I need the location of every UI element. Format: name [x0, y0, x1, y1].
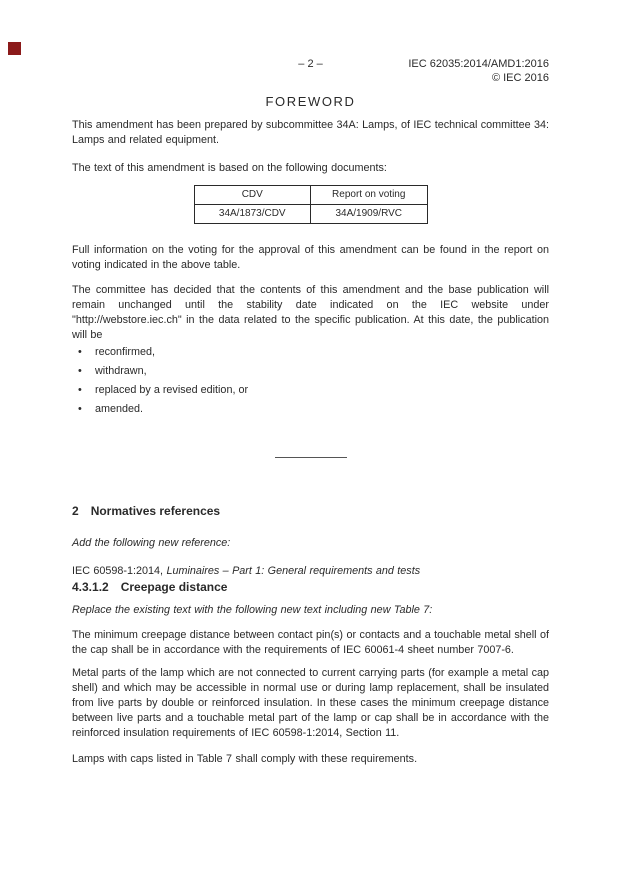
bullet-item-replaced: • replaced by a revised edition, or [72, 383, 549, 398]
para-based-on: The text of this amendment is based on the following documents: [72, 162, 387, 174]
heading-number: 2 [72, 504, 79, 518]
section-separator-rule [275, 457, 347, 458]
heading-title-creepage: Creepage distance [120, 580, 228, 594]
heading-creepage-distance [72, 579, 549, 595]
copyright-notice: © IEC 2016 [491, 72, 549, 84]
instruction-add-reference: Add the following new reference: [72, 537, 231, 549]
bullet-list [72, 345, 549, 417]
heading-number-creepage: 4.3.1.2 [72, 580, 109, 594]
bullet-item-withdrawn: • withdrawn, [72, 364, 549, 379]
para-full-info: Full information on the voting for the approval of this amendment can be found in the report on voting indicated in the above table. [72, 244, 549, 271]
voting-table-data-row [194, 205, 427, 224]
voting-table-header-report: Report on voting [311, 186, 428, 205]
voting-table [194, 185, 428, 224]
reference-title: Luminaires – Part 1: General requirements and tests [166, 565, 421, 577]
instruction-replace-text: Replace the existing text with the following new text including new Table 7: [72, 604, 433, 616]
normative-reference-line [72, 564, 549, 579]
page-header [72, 57, 549, 85]
bullet-item-reconfirmed: • reconfirmed, [72, 345, 549, 360]
heading-title: Normatives references [90, 504, 221, 518]
para-prepared: This amendment has been prepared by subcommittee 34A: Lamps, of IEC technical committee 34: Lamps and related equipment. [72, 119, 549, 146]
doc-reference: IEC 62035:2014/AMD1:2016 [408, 58, 549, 70]
heading-normative-references [72, 503, 549, 519]
para-stability: The committee has decided that the contents of this amendment and the base publication will remain unchanged until the stability date indicated on the IEC website under "http://webstore.iec.ch" in the data related to the specific publication. At this date, the publication will be [72, 284, 549, 341]
voting-table-header-row [194, 186, 427, 205]
foreword-title: FOREWORD [265, 94, 356, 109]
page-number: – 2 – [298, 58, 323, 70]
reference-id: IEC 60598-1:2014, [72, 565, 164, 577]
red-square-marker [8, 42, 21, 55]
voting-table-header-cdv: CDV [194, 186, 311, 205]
para-lamps-caps: Lamps with caps listed in Table 7 shall comply with these requirements. [72, 753, 418, 765]
para-min-creepage: The minimum creepage distance between contact pin(s) or contacts and a touchable metal shell of the cap shall be in accordance with the requirements of IEC 60061-4 sheet number 7007-6. [72, 629, 549, 656]
page-content [72, 57, 549, 767]
bullet-item-amended: • amended. [72, 402, 549, 417]
voting-table-cell-report: 34A/1909/RVC [311, 205, 428, 224]
para-metal-parts: Metal parts of the lamp which are not connected to current carrying parts (for example a metal cap shell) and which may be accessible in normal use or during lamp replacement, shall be insulated from live parts by double or reinforced insulation. In these cases the minimum creepage distance between live parts and a touchable metal part of the lamp or cap shall be in accordance with the reinforced insulation requirements of IEC 60598-1:2014, Section 11. [72, 667, 549, 739]
voting-table-cell-cdv: 34A/1873/CDV [194, 205, 311, 224]
header-right-block [408, 57, 549, 85]
